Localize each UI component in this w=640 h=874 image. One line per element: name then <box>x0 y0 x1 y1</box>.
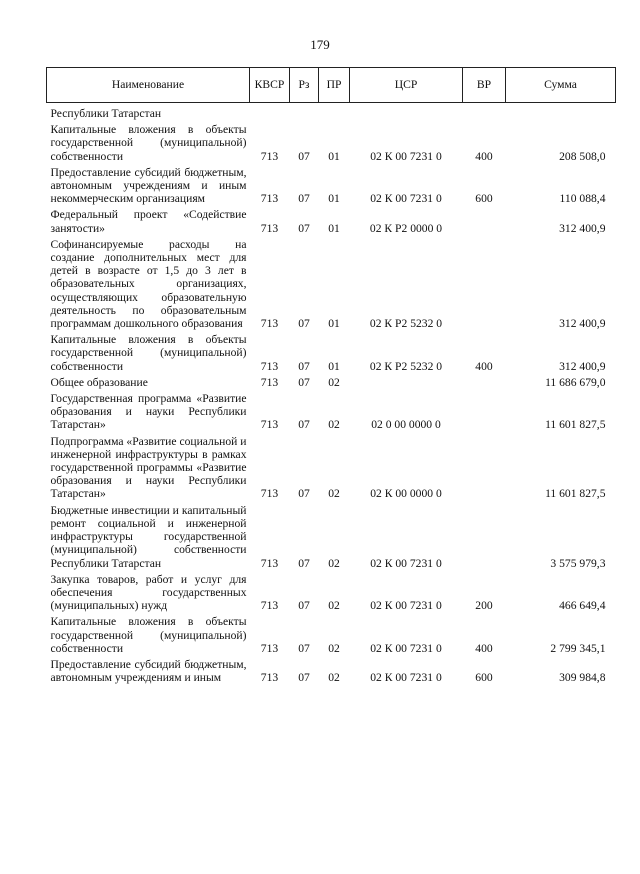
row-kvsr: 713 <box>260 149 279 163</box>
row-name: Капитальные вложения в объекты государственной (муниципальной) собственности <box>50 615 247 655</box>
row-kvsr: 713 <box>260 556 279 570</box>
header-name: Наименование <box>47 68 250 103</box>
row-pr: 01 <box>328 359 340 373</box>
row-sum: 11 601 827,5 <box>545 487 606 501</box>
row-name: Закупка товаров, работ и услуг для обеспечения государственных (муниципальных) нужд <box>50 572 247 613</box>
row-sum: 312 400,9 <box>559 317 606 331</box>
row-csr: 02 К Р2 5232 0 <box>369 317 443 331</box>
row-rz: 07 <box>298 487 310 501</box>
table-row <box>47 236 616 331</box>
row-sum: 2 799 345,1 <box>550 641 606 655</box>
row-pr <box>319 103 350 122</box>
row-name: Капитальные вложения в объекты государственной (муниципальной) собственности <box>50 123 247 163</box>
header-pr: ПР <box>319 68 350 103</box>
table-row <box>47 164 616 207</box>
row-kvsr: 713 <box>260 599 279 613</box>
row-rz: 07 <box>298 641 310 655</box>
table-row <box>47 121 616 164</box>
page-number: 179 <box>310 37 330 52</box>
table-row <box>47 571 616 614</box>
row-pr: 01 <box>328 221 340 235</box>
row-rz: 07 <box>298 418 310 432</box>
row-vr: 400 <box>475 359 493 373</box>
row-kvsr: 713 <box>260 317 279 331</box>
row-rz <box>290 103 319 122</box>
row-name: Общее образование <box>50 375 148 389</box>
row-name: Предоставление субсидий бюджетным, автономным учреждениям и иным некоммерческим организациям <box>50 165 247 206</box>
header-csr: ЦСР <box>350 68 463 103</box>
table-row <box>47 103 616 122</box>
row-csr: 02 К 00 7231 0 <box>370 641 442 655</box>
row-sum: 466 649,4 <box>559 599 606 613</box>
row-pr: 02 <box>328 487 340 501</box>
table-row <box>47 331 616 374</box>
row-csr: 02 К Р2 0000 0 <box>369 221 443 235</box>
row-sum: 110 088,4 <box>559 192 606 206</box>
row-name: Софинансируемые расходы на создание дополнительных мест для детей в возрасте от 1,5 до 3 лет в образовательных организациях, осуществляющих образовательную деятельность по образовательным программам дошкольного образования <box>50 237 247 331</box>
row-rz: 07 <box>298 149 310 163</box>
row-csr: 02 К 00 7231 0 <box>370 192 442 206</box>
row-pr: 02 <box>328 671 340 685</box>
row-pr: 02 <box>328 375 340 389</box>
row-sum <box>506 103 616 122</box>
row-name: Бюджетные инвестиции и капитальный ремонт социальной и инженерной инфраструктуры государственной (муниципальной) собственности Республики Татарстан <box>50 503 247 570</box>
row-kvsr: 713 <box>260 487 279 501</box>
row-kvsr: 713 <box>260 221 279 235</box>
row-kvsr: 713 <box>260 641 279 655</box>
row-name: Предоставление субсидий бюджетным, автономным учреждениям и иным <box>50 657 247 685</box>
row-rz: 07 <box>298 221 310 235</box>
table-row <box>47 206 616 235</box>
row-csr: 02 К 00 7231 0 <box>370 556 442 570</box>
row-name: Государственная программа «Развитие образования и науки Республики Татарстан» <box>50 392 247 432</box>
row-vr: 400 <box>475 149 493 163</box>
row-csr: 02 К 00 7231 0 <box>370 671 442 685</box>
row-vr <box>463 390 506 433</box>
table-row <box>47 390 616 433</box>
table-row <box>47 374 616 390</box>
row-sum: 11 686 679,0 <box>545 375 606 389</box>
row-name: Республики Татарстан <box>50 107 162 120</box>
row-csr: 02 К 00 0000 0 <box>370 487 442 501</box>
row-kvsr: 713 <box>260 418 279 432</box>
row-vr: 200 <box>475 599 493 613</box>
row-sum: 11 601 827,5 <box>545 418 606 432</box>
row-kvsr <box>250 103 290 122</box>
row-pr: 02 <box>328 556 340 570</box>
table-header-row <box>47 68 616 103</box>
row-vr <box>463 236 506 331</box>
row-rz: 07 <box>298 556 310 570</box>
row-name: Капитальные вложения в объекты государственной (муниципальной) собственности <box>50 333 247 373</box>
row-sum: 3 575 979,3 <box>550 556 606 570</box>
row-pr: 02 <box>328 599 340 613</box>
row-rz: 07 <box>298 375 310 389</box>
row-kvsr: 713 <box>260 375 279 389</box>
row-rz: 07 <box>298 192 310 206</box>
row-csr: 02 К Р2 5232 0 <box>369 359 443 373</box>
header-vr: ВР <box>463 68 506 103</box>
row-sum: 312 400,9 <box>559 221 606 235</box>
row-pr: 02 <box>328 641 340 655</box>
header-sum: Сумма <box>506 68 616 103</box>
row-name: Подпрограмма «Развитие социальной и инженерной инфраструктуры в рамках государственной программы «Развитие образования и науки Республики Татарстан» <box>50 434 247 501</box>
row-pr: 01 <box>328 149 340 163</box>
row-rz: 07 <box>298 599 310 613</box>
row-vr: 400 <box>475 641 493 655</box>
table-row <box>47 656 616 685</box>
row-vr <box>463 502 506 571</box>
row-sum: 208 508,0 <box>559 149 606 163</box>
header-rz: Рз <box>290 68 319 103</box>
row-rz: 07 <box>298 317 310 331</box>
row-kvsr: 713 <box>260 671 279 685</box>
table-row <box>47 502 616 571</box>
row-sum: 309 984,8 <box>559 671 606 685</box>
row-kvsr: 713 <box>260 359 279 373</box>
row-rz: 07 <box>298 359 310 373</box>
row-pr: 01 <box>328 317 340 331</box>
row-vr <box>463 374 506 390</box>
row-csr: 02 К 00 7231 0 <box>370 599 442 613</box>
row-rz: 07 <box>298 671 310 685</box>
row-csr <box>350 374 463 390</box>
row-pr: 02 <box>328 418 340 432</box>
row-csr <box>350 103 463 122</box>
row-name: Федеральный проект «Содействие занятости» <box>50 208 247 235</box>
header-kvsr: КВСР <box>250 68 290 103</box>
table-row <box>47 613 616 656</box>
budget-table <box>46 67 616 685</box>
row-csr: 02 0 00 0000 0 <box>371 418 441 432</box>
row-kvsr: 713 <box>260 192 279 206</box>
row-vr <box>463 433 506 502</box>
row-csr: 02 К 00 7231 0 <box>370 149 442 163</box>
table-row <box>47 433 616 502</box>
row-sum: 312 400,9 <box>559 359 606 373</box>
row-vr <box>463 103 506 122</box>
row-vr: 600 <box>475 192 493 206</box>
row-vr <box>463 206 506 235</box>
row-pr: 01 <box>328 192 340 206</box>
row-vr: 600 <box>475 671 493 685</box>
